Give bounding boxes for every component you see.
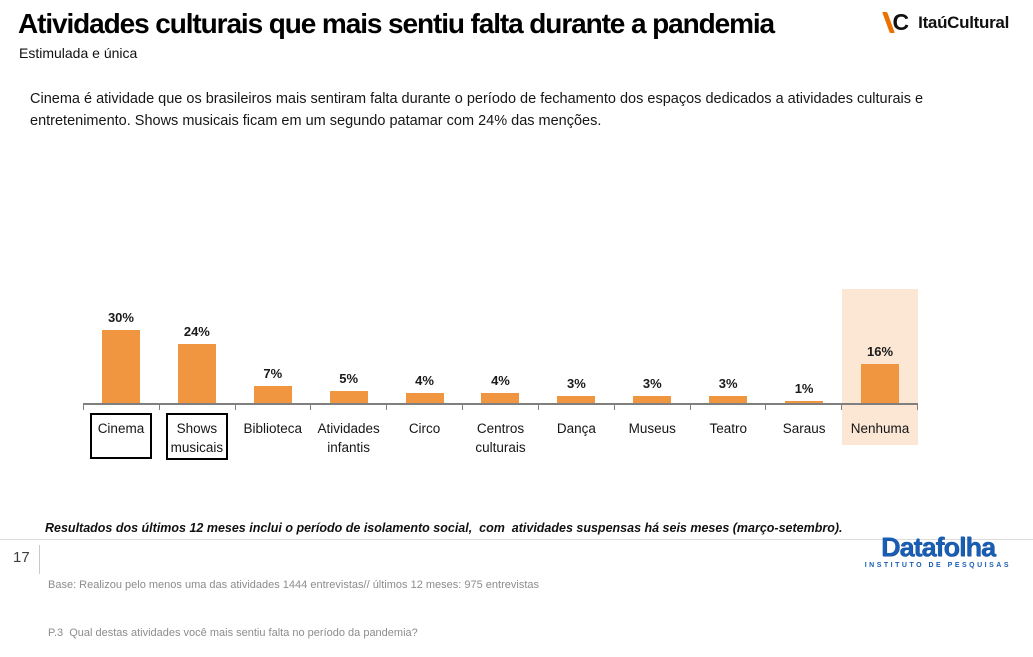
bar (254, 386, 292, 403)
page-title: Atividades culturais que mais sentiu falta durante a pandemia (18, 8, 775, 39)
itau-brand-name: ItaúCultural (918, 12, 1009, 32)
bar-slot-9 (766, 280, 842, 403)
category-label: Museus (628, 421, 676, 436)
category-label: Teatro (709, 421, 747, 436)
label-slot-1 (159, 410, 235, 460)
bar (406, 393, 444, 403)
bar (481, 393, 519, 403)
footer-separator (39, 545, 40, 574)
bar (557, 396, 595, 403)
bar (102, 330, 140, 404)
category-label: Saraus (782, 421, 826, 436)
bar-value-label: 4% (415, 373, 434, 389)
chart-bars-row (83, 280, 918, 403)
bar-value-label: 3% (566, 375, 586, 391)
category-label: Circo (408, 421, 441, 436)
bar-value-label: 7% (263, 365, 283, 381)
bar (709, 396, 747, 403)
footer-question-text: P.3 Qual destas atividades você mais sentiu falta no período da pandemia? (48, 627, 418, 639)
bar-value-label: 5% (339, 370, 359, 386)
bar-value-label: 3% (718, 375, 738, 391)
label-slot-6 (538, 410, 614, 439)
bar-slot-10 (842, 280, 918, 403)
chart-labels-row (83, 410, 918, 460)
bar-slot-6 (538, 280, 614, 403)
category-label: Cinema (90, 413, 152, 459)
bar-slot-3 (311, 280, 387, 403)
datafolha-tagline: INSTITUTO DE PESQUISAS (864, 562, 1011, 569)
label-slot-8 (690, 410, 766, 439)
bar-slot-2 (235, 280, 311, 403)
label-slot-5 (463, 410, 539, 458)
bar-slot-4 (387, 280, 463, 403)
label-slot-0 (83, 410, 159, 459)
category-label: Shows musicais (166, 413, 228, 460)
label-slot-4 (387, 410, 463, 439)
bar-value-label: 24% (183, 324, 210, 340)
bar (633, 396, 671, 403)
bar-value-label: 16% (867, 343, 894, 359)
itau-cultural-logo (886, 11, 1009, 34)
bar-chart (83, 280, 918, 460)
footer-base-text: Base: Realizou pelo menos uma das atividades 1444 entrevistas// últimos 12 meses: 975 entrevistas (48, 579, 539, 591)
bar-value-label: 3% (642, 375, 662, 391)
category-label: Atividades infantis (317, 421, 380, 455)
footer-texts (48, 545, 539, 657)
category-label: Dança (556, 421, 596, 436)
bar-value-label: 30% (107, 309, 134, 325)
bar-slot-0 (83, 280, 159, 403)
category-label: Biblioteca (243, 421, 303, 436)
label-slot-7 (614, 410, 690, 439)
bar-slot-7 (614, 280, 690, 403)
itau-logo-icon (886, 11, 910, 34)
itau-c-letter: C (892, 9, 910, 35)
label-slot-2 (235, 410, 311, 439)
page-subtitle: Estimulada e única (19, 45, 138, 61)
bar-value-label: 1% (794, 380, 814, 396)
bar (178, 344, 216, 403)
bar-value-label: 4% (491, 373, 510, 389)
bar-slot-5 (463, 280, 539, 403)
datafolha-logo (865, 533, 1011, 569)
bar-slot-8 (690, 280, 766, 403)
bar (330, 391, 368, 403)
bar (861, 364, 899, 403)
category-label: Centros culturais (475, 421, 526, 455)
page-number: 17 (13, 549, 30, 566)
label-slot-10 (842, 410, 918, 439)
chart-footnote: Resultados dos últimos 12 meses inclui o período de isolamento social, com atividades suspensas há seis meses (março-setembro). (45, 521, 843, 535)
label-slot-3 (311, 410, 387, 458)
intro-text: Cinema é atividade que os brasileiros mais sentiram falta durante o período de fechamento dos espaços dedicados a atividades culturais e entretenimento. Shows musicais ficam em um segundo patamar com 24% das menções. (30, 91, 924, 129)
label-slot-9 (766, 410, 842, 439)
datafolha-brand-name: Datafolha (880, 532, 995, 562)
bar-slot-1 (159, 280, 235, 403)
category-label: Nenhuma (850, 421, 910, 436)
